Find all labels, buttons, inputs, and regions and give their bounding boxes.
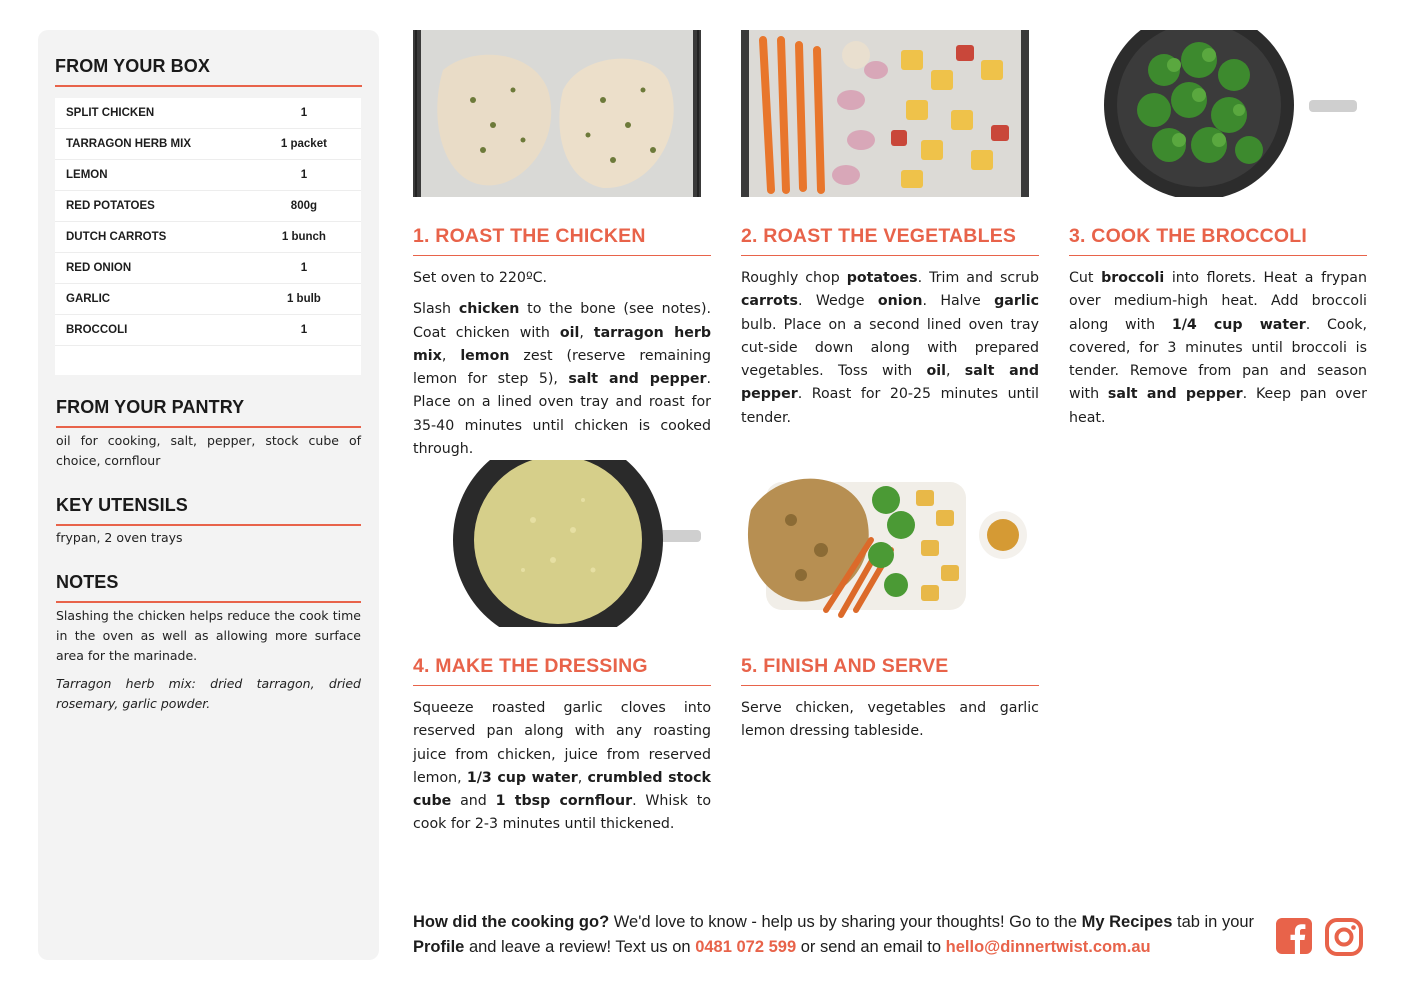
notes-italic-text: Tarragon herb mix: dried tarragon, dried rosemary, garlic powder.: [56, 676, 361, 711]
step-4-paragraph: Squeeze roasted garlic cloves into reserved pan along with any roasting juice from chicken, juice from reserved lemon, 1/3 cup water, crumbled stock cube and 1 tbsp cornflour. Whisk to cook for 2-3 minutes until thickened.: [413, 700, 711, 833]
step-3-title: 3. COOK THE BROCCOLI: [1069, 225, 1367, 256]
roast-chicken-photo: [413, 30, 701, 197]
ingredient-name: LEMON: [66, 169, 108, 181]
facebook-icon[interactable]: [1276, 918, 1314, 956]
broccoli-pan-photo: [1069, 30, 1357, 197]
table-row: [55, 98, 361, 129]
step-2-body: [741, 267, 1039, 438]
step-1-paragraph: Slash chicken to the bone (see notes). Coat chicken with oil, tarragon herb mix, lemon zest (reserve remaining lemon for step 5), salt and pepper. Place on a lined oven tray and roast for 35-40 minutes until chicken is cooked through.: [413, 301, 711, 458]
ingredient-qty: 800g: [290, 200, 318, 212]
ingredient-name: RED POTATOES: [66, 200, 155, 212]
step-3-body: [1069, 267, 1367, 438]
ingredient-name: GARLIC: [66, 293, 111, 305]
ingredient-qty: 1 packet: [280, 138, 327, 150]
email-link[interactable]: hello@dinnertwist.com.au: [945, 938, 1151, 956]
ingredient-qty: 1: [300, 324, 308, 336]
utensils-text: frypan, 2 oven trays: [56, 530, 183, 545]
ingredients-table: [55, 98, 361, 375]
ingredient-name: TARRAGON HERB MIX: [66, 138, 192, 150]
step-1-body: [413, 267, 711, 469]
roast-vegetables-photo: [741, 30, 1029, 197]
pantry-text: oil for cooking, salt, pepper, stock cube of choice, cornflour: [56, 433, 361, 468]
step-2-title: 2. ROAST THE VEGETABLES: [741, 225, 1039, 256]
ingredient-qty: 1: [300, 262, 308, 274]
sidebar: [38, 30, 379, 960]
table-row: [55, 284, 361, 315]
instagram-icon[interactable]: [1325, 918, 1363, 956]
ingredient-name: BROCCOLI: [66, 324, 128, 336]
notes-text: Slashing the chicken helps reduce the cook time in the oven as well as allowing more surface area for the marinade.: [56, 608, 361, 663]
step-1-title: 1. ROAST THE CHICKEN: [413, 225, 711, 256]
step-5-body: [741, 697, 1039, 752]
table-row: [55, 315, 361, 346]
step-4-title: 4. MAKE THE DRESSING: [413, 655, 711, 686]
from-your-box-heading: FROM YOUR BOX: [55, 56, 362, 87]
table-row: [55, 160, 361, 191]
feedback-footer: How did the cooking go? We'd love to know - help us by sharing your thoughts! Go to the My Recipes tab in your Profile and leave a review! Text us on 0481 072 599 or send an email to hello@dinnertwist.com.au: [413, 913, 1255, 956]
ingredient-name: RED ONION: [66, 262, 132, 274]
dressing-pan-photo: [413, 460, 701, 627]
ingredient-qty: 1 bulb: [286, 293, 321, 305]
finished-plate-photo: [741, 460, 1029, 627]
phone-number[interactable]: 0481 072 599: [695, 938, 797, 956]
ingredient-name: SPLIT CHICKEN: [66, 107, 155, 119]
ingredient-qty: 1: [300, 107, 308, 119]
ingredient-name: DUTCH CARROTS: [66, 231, 167, 243]
table-row: [55, 191, 361, 222]
table-row: [55, 129, 361, 160]
step-4-body: [413, 697, 711, 845]
table-row: [55, 253, 361, 284]
step-2-paragraph: Roughly chop potatoes. Trim and scrub carrots. Wedge onion. Halve garlic bulb. Place on a second lined oven tray cut-side down along with prepared vegetables. Toss with oil, salt and pepper. Roast for 20-25 minutes until tender.: [741, 270, 1039, 426]
table-row: [55, 222, 361, 253]
profile-link[interactable]: Profile: [413, 938, 465, 956]
my-recipes-link[interactable]: My Recipes: [1081, 913, 1173, 931]
step-5-paragraph: Serve chicken, vegetables and garlic lemon dressing tableside.: [741, 700, 1039, 740]
ingredient-qty: 1: [300, 169, 308, 181]
feedback-question: How did the cooking go?: [413, 913, 610, 931]
ingredient-qty: 1 bunch: [281, 231, 326, 243]
from-your-pantry-heading: FROM YOUR PANTRY: [56, 397, 361, 428]
step-5-title: 5. FINISH AND SERVE: [741, 655, 1039, 686]
key-utensils-heading: KEY UTENSILS: [56, 495, 361, 526]
step-1-paragraph: Set oven to 220ºC.: [413, 270, 548, 286]
notes-heading: NOTES: [56, 572, 361, 603]
step-3-paragraph: Cut broccoli into florets. Heat a frypan over medium-high heat. Add broccoli along with 1/4 cup water. Cook, covered, for 3 minutes until broccoli is tender. Remove from pan and season with salt and pepper. Keep pan over heat.: [1069, 270, 1367, 426]
